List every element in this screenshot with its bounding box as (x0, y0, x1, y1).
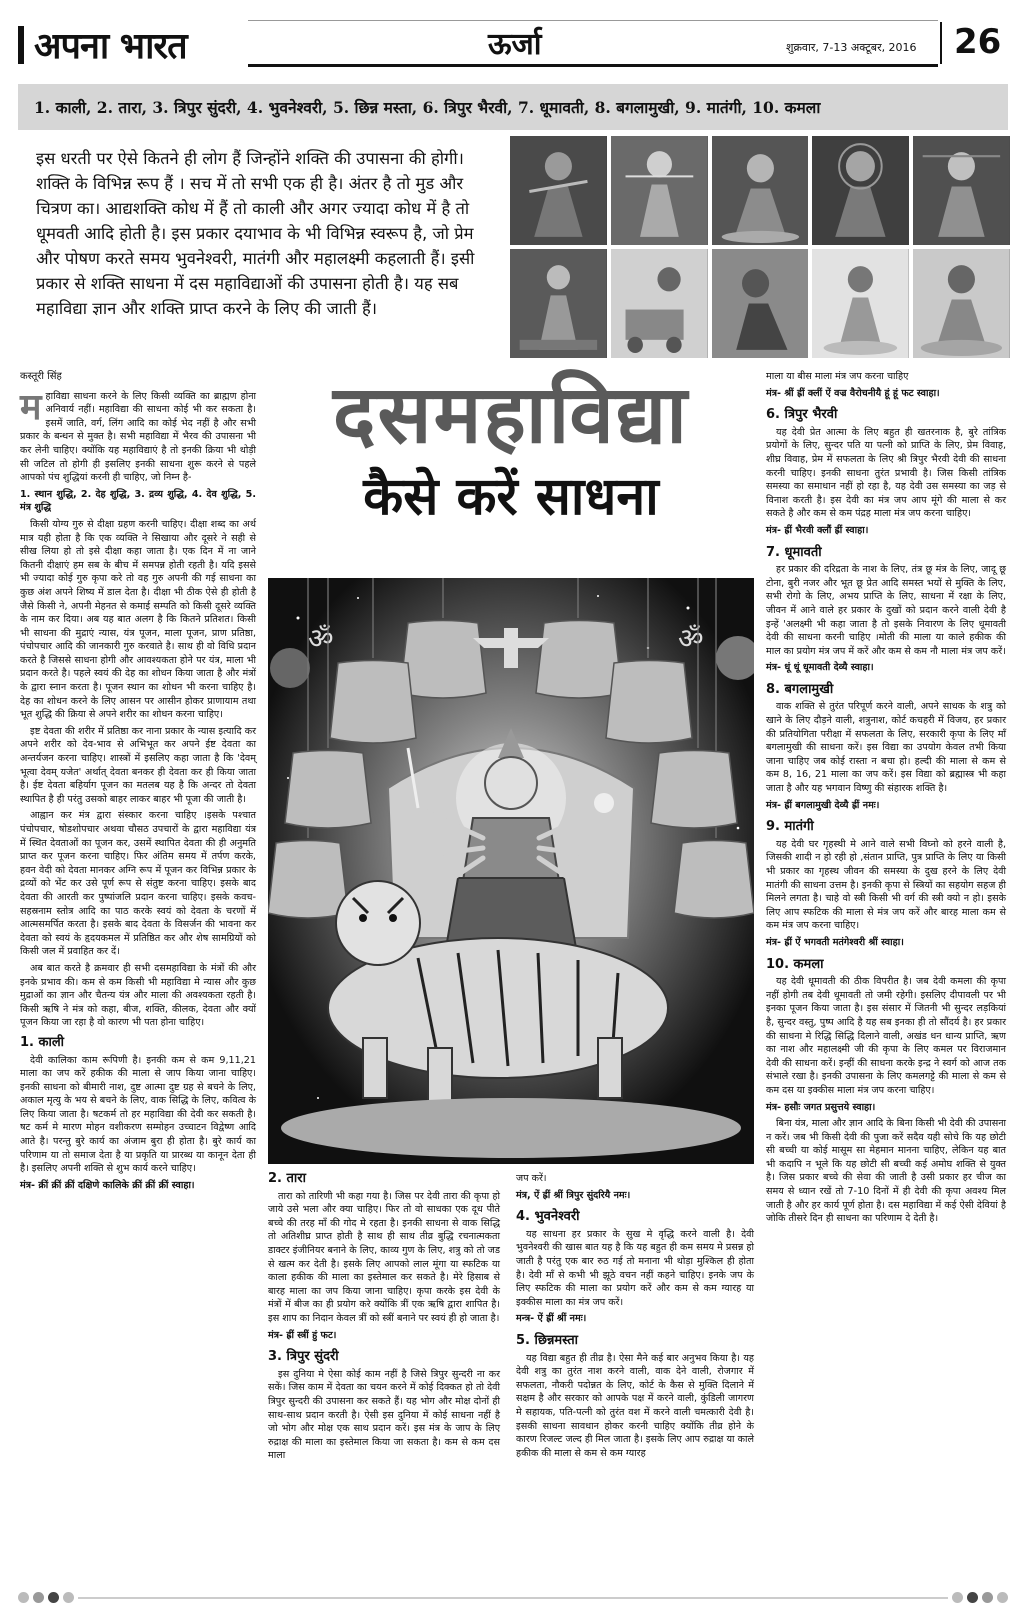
paragraph: जप करें। (516, 1173, 547, 1184)
heading-tripura-bhairavi: 6. त्रिपुर भैरवी (766, 407, 838, 423)
paragraph (20, 385, 256, 485)
footer-dot (967, 1592, 978, 1603)
goddess-photo-baglamukhi (712, 249, 809, 358)
mantra-chhinnamasta: मंत्र- श्रीं ह्रीं क्लीं ऐं वज्र वैरोचनीयै हूं हूं फट स्वाहा। (766, 387, 940, 399)
intro-paragraph: इस धरती पर ऐसे कितने ही लोग हैं जिन्होंने शक्ति की उपासना की होगी। शक्ति के विभिन्न रूप हैं । सच में तो सभी एक ही है। अंतर है तो मुड और चित्रण का। आद्यशक्ति कोध में हैं तो काली और अगर ज्यादा कोध में है तो धूमवती आदि होती है। इस प्रकार दयाभाव के भी विभिन्न स्वरूप है, जो प्रेम और पोषण करते समय भुवनेश्वरी, मातंगी और महालक्ष्मी कहलाती हैं। इसी प्रकार से शक्ति साधना में दस महाविद्याओं की उपासना होती है। यह सब महाविद्या ज्ञान और शक्ति प्राप्त करने के लिए की जाती हैं। (36, 149, 475, 318)
heading-baglamukhi: 8. बगलामुखी (766, 681, 834, 697)
paragraph: बिना यंत्र, माला और ज्ञान आदि के बिना किसी भी देवी की उपासना न करें। जब भी किसी देवी की पुजा करें सदैव यही सोचे कि यह छोटी सी बच्ची या कोई मासूम सा मेहमान मानना चाहिए, लेकिन यह बात भी कदापि न भूले कि यह छोटी सी बच्ची कई अमोघ शक्ति से युक्त है। जिस प्रकार बच्चे की सेवा की जाती है उसी प्रकार हर चीज का समय से ध्यान रखें तो 7-10 दिनों में ही देवी की कृपा अवश्य मिल जाती है और हर कार्य पूर्ण होता है। दस महाविद्या में कई ऐसी देवियां है जोकि तीसरे दिन ही साधना का परिणाम दे देती है। (766, 1118, 1007, 1225)
heading-kamala: 10. कमला (766, 956, 824, 972)
footer-dot (63, 1592, 74, 1603)
goddess-photo-tara (611, 136, 708, 245)
topic-strip (18, 84, 1008, 130)
paragraph: इस दुनिया मे ऐसा कोई काम नहीं है जिसे त्रिपुर सुन्दरी ना कर सकें। जिस काम में देवता का चयन करने में कोई दिक्कत हो तो देवी त्रिपुर सुन्दरी की उपासना कर सकते हैं। यह भोग और मोक्ष दोनों ही साथ-साथ प्रदान करती है। ऐसी इस दुनिया में कोई साधना नहीं है जो भोग और मोक्ष एक साथ प्रदान करें। इस मंत्र के जाप के लिए रुद्राक्ष की माला का इस्तेमाल किया जा सकता है। कम से कम दस माला (268, 1368, 500, 1462)
goddess-photo-bhuvaneshwari (812, 136, 909, 245)
heading-tripura-sundari: 3. त्रिपुर सुंदरी (268, 1349, 339, 1365)
paragraph-text: हाविद्या साधना करने के लिए किसी व्यक्ति का ब्राह्मण होना अनिवार्य नहीं। महाविद्या की साधना कोई भी कर सकता है। इसमें जाति, वर्ग, लिंग आदि का कोई भेद नहीं है और सभी प्रकार के बन्धन से मुक्त है। सभी महाविद्या में भैरव की उपासना भी कर लेनी चाहिए। क्योंकि यह महाविद्याएं है तो इनकी क्रिया भी थोड़ी सी जटिल तो होगी ही इसलिए इनकी साधना शुरू करने से पहले आपको पंच शुद्धियां करनी ही चाहिए, जो निम्न है- (20, 390, 256, 484)
footer-dot (997, 1592, 1008, 1603)
headline-title: दसमहाविद्या (333, 367, 689, 461)
heading-kali: 1. काली (20, 1034, 65, 1050)
bottom-right-column (516, 1172, 754, 1463)
paragraph: यह देवी धूमावती की ठीक विपरीत है। जब देवी कमला की कृपा नहीं होगी तब देवी धूमावती तो जमी रहेगी। इसलिए दीपावली पर भी इनका पूजन किया जाता है। इस संसार में जितनी भी सुन्दर लड़कियां है, सुन्दर वस्तु, पुष्प आदि है यह सब इनका ही तो सौंदर्य है। हर प्रकार की साधना मे रिद्धि सिद्धि दिलाने वाली, अखंड धन धान्य प्राप्ति, ऋण का नाश और महालक्ष्मी जी की कृपा के लिए कमल पर विराजमान देवी की साधना करें। इन्हीं की साधना करके इन्द्र ने स्वर्ग को आज तक संभाले रखा है। इनकी उपासना के लिए कमलगट्टे की माला से कम से कम दस या इक्कीस माला मंत्र जप करना चाहिए। (766, 976, 1006, 1096)
goddess-photo-kamala (913, 249, 1010, 358)
headline (268, 366, 754, 532)
mantra-baglamukhi: मंत्र- ह्रीं बगलामुखी देव्यै ह्रीं नमः। (766, 799, 880, 811)
headline-subtitle: कैसे करें साधना (363, 466, 659, 527)
page-number-separator (940, 22, 942, 64)
paragraph: यह विद्या बहुत ही तीव्र है। ऐसा मैने कई बार अनुभव किया है। यह देवी शत्रु का तुरंत नाश करने वाली, वाक देने वाली, रोजगार में सफलता, नौकरी पदोन्नत के लिए, कोर्ट के कैस से मुक्ति दिलाने में सक्षम है और सरकार को आपके पक्ष में करने वाली, कुंडिली जागरण मे सहायक, पति-पत्नी को तुरंत वश में करने वाली चमत्कारी देवी है। इसकी साधना सावधान होकर करनी चाहिए क्योंकि तीव्र होने के कारण रिजल्ट जल्द ही मिल जाता है। इसके लिए आप रुद्राक्ष या काले हकीक की माला से कम से कम ग्यारह (516, 1352, 754, 1459)
heading-dhumavati: 7. धूमावती (766, 544, 822, 560)
goddess-photo-matangi (812, 249, 909, 358)
paragraph: आह्वान कर मंत्र द्वारा संस्कार करना चाहिए ।इसके पश्चात पंचोपचार, षोडशोपचार अथवा चौसठ उपचारों के द्वारा महाविद्या यंत्र में स्थित देवताओं का पूजन कर, उसमें स्थापित देवता की ही अनुमति प्राप्त कर पूजन करना चाहिए। फिर अंतिम समय में तर्पण करके, हवन वेदी को देवता मानकर अग्नि रूप में पूजन कर विभिन्न प्रकार के द्रव्यों को भेंट कर उसे पूर्ण रूप से संतुष्ट करना चाहिए। इसके बाद देवता की आरती कर पुष्पांजलि प्रदान करना चाहिए। इसके कवच-सहस्रनाम स्तोत्र आदि का पाठ करके स्वयं को देवता के चरणों में आत्मसमर्पित करता है। इसके बाद देवता के विसर्जन की भावना कर देवता को स्वयं के हृदयकमल में प्रतिष्ठित कर और शेष सामग्रियों को किसी जल में प्रवाहित कर दें। (20, 810, 256, 958)
paragraph: यह देवी घर गृहस्थी मे आने वाले सभी विघ्नो को हरने वाली है, जिसकी शादी न हो रही हो ,संतान प्राप्ति, पुत्र प्राप्ति के लिए या किसी भी प्रकार का गृहस्थ जीवन की समस्या के दुख हरने के लिए देवी मातंगी की साधना उत्तम है। इनकी कृपा से स्त्रियों का सहयोग सहज ही मिलने लगता है। चाहे वो स्त्री किसी भी वर्ग की स्त्री क्यो न हो। इसके लिए आप स्फटिक की माला से मंत्र जप करें और बारह माला कम से कम मंत्र जप करना चाहिए। (766, 838, 1006, 932)
author-byline: कस्तूरी सिंह (20, 371, 62, 382)
right-column (766, 370, 1006, 1229)
dropcap: म (20, 385, 42, 428)
footer-rule (78, 1597, 948, 1599)
mantra-bhuvaneshwari: मन्त्र- ऐं ह्रीं श्रीं नमः। (516, 1313, 587, 1325)
paragraph: माला या बीस माला मंत्र जप करना चाहिए (766, 371, 909, 382)
paragraph: इष्ट देवता की शरीर में प्रतिष्ठा कर नाना प्रकार के न्यास इत्यादि कर अपने शरीर को देव-भाव से अभिभूत कर अपने ईष्ट देवता का अन्तर्यजन करना चाहिए। शास्त्रों में इसलिए कहा जाता है कि 'देवम् भूत्वा देवम् यजेत' अर्थात् देवता बनकर ही देवता कर ही किया जाता है। ईष्ट देवता बहिर्याग पूजन का मतलब यह है कि अन्दर तो देवता स्थापित है ही परंतु उसको बाहर लाकर बाहर भी पूजा की जाती है। (20, 725, 256, 805)
topic-strip-text: 1. काली, 2. तारा, 3. त्रिपुर सुंदरी, 4. भुवनेश्वरी, 5. छिन्न मस्ता, 6. त्रिपुर भैरवी, 7. धूमावती, 8. बगलामुखी, 9. मातंगी, 10. कमला (34, 98, 821, 117)
paragraph: वाक शक्ति से तुरंत परिपूर्ण करने वाली, अपने साधक के शत्रु को खाने के लिए दौड़ने वाली, शत्रुनाश, कोर्ट कचहरी में विजय, हर प्रकार की प्रतियोगिता परीक्षा में सफलता के लिए, सरकारी कृपा के लिए माँ बगलामुखी की साधना करें। इस विद्या का उपयोग केवल तभी किया जाना चाहिए जब कोई रास्ता न बचा हो। हल्दी की माला से कम से कम 8, 16, 21 माला का जप करें। इस विद्या को ब्रह्मास्त्र भी कहा जाता है और यह भगवान विष्णु की संहारक शक्ति है। (766, 701, 1006, 795)
masthead (18, 18, 1008, 70)
heading-matangi: 9. मातंगी (766, 819, 814, 835)
left-column (20, 370, 256, 1200)
heading-bhuvaneshwari: 4. भुवनेश्वरी (516, 1209, 580, 1225)
bottom-middle-column (268, 1172, 500, 1466)
mantra-tripura-sundari: मंत्र, ऐं ह्रीं श्रीं त्रिपुर सुंदरियै नमः। (516, 1189, 631, 1201)
issue-date: शुक्रवार, 7-13 अक्टूबर, 2016 (786, 41, 917, 54)
masthead-bar (18, 26, 24, 64)
paragraph: यह साधना हर प्रकार के सुख मे वृद्धि करने वाली है। देवी भुवनेश्वरी की खास बात यह है कि यह बहुत ही कम समय मे प्रसन्न हो जाती है परंतु एक बार रुठ गई तो मनाना भी थोड़ा मुश्किल ही होता है। देवी माँ से कभी भी झूठे वचन नहीं कहने चाहिए। इनके जप के लिए स्फटिक की माला का प्रयोग करें और कम से कम ग्यारह या इक्कीस माला का मंत्र जप करें। (516, 1228, 754, 1308)
goddess-durga-image (268, 578, 754, 1164)
photo-grid (510, 136, 1010, 358)
mantra-tara: मंत्र- ह्रीं स्त्रीं हुं फट। (268, 1329, 337, 1341)
shuddhi-list: 1. स्थान शुद्धि, 2. देह शुद्धि, 3. द्रव्य शुद्धि, 4. देव शुद्धि, 5. मंत्र शुद्धि (20, 488, 256, 514)
paragraph: किसी योग्य गुरु से दीक्षा ग्रहण करनी चाहिए। दीक्षा शब्द का अर्थ मात्र यही होता है कि एक व्यक्ति ने सिखाया और दूसरे ने सही से सीख लिया हो तो इसे दीक्षा कहा जाता है। एक दिन में ना जाने कितनी दीक्षाएं हम सब के बीच में समपन्न होती रहती है। यदि इससे भी ज्यादा कोई गुरु कृपा करे तो वह गुरु अपनी की गई साधना का कुछ अंश अपने शिष्य में डाल देता है। दीक्षा भी ठीक ऐसे ही होती है जैसे किसी ने, अपनी मेहनत से कमाई सम्पति को किसी दूसरे व्यक्ति के नाम कर दिया। अब यह बात अलग है कि कितने प्रतिशत। किसी भी साधना की मुद्राएं न्यास, यंत्र पूजन, माला पूजन, प्राण प्रतिष्ठा, पंचोपचार आदि की जानकारी गुरु करवाते है। साथ ही वो विधि प्रदान करते है जिससे साधना होगी और आवश्यकता होने पर यंत्र, माला भी प्रदान करते है। पहले स्वयं की देह का शोधन किया जाता है और मंत्रों के द्वारा स्नान करता है। पूजन स्थान का शोधन भी करना चाहिए है। देह का शोधन करने के लिए आसन पर आसीन होकर प्राणायाम तथा भूत शुद्धि की क्रिया से अपने शरीर का शोधन करना चाहिए। (20, 518, 256, 721)
mantra-kamala: मंत्र- हसौः जगत प्रसुत्तये स्वाहा। (766, 1101, 876, 1113)
masthead-rule-top (248, 20, 938, 21)
mantra-kali: मंत्र- क्रीं क्रीं क्रीं दक्षिणे कालिके क्रीं क्रीं क्रीं स्वाहा। (20, 1179, 195, 1191)
heading-chhinnamasta: 5. छिन्नमस्ता (516, 1332, 579, 1348)
goddess-photo-tripura-sundari (712, 136, 809, 245)
paragraph: देवी कालिका काम रूपिणी है। इनकी कम से कम 9,11,21 माला का जप करें हकीक की माला से जाप किया जाना चाहिए। इनकी साधना को बीमारी नाश, दुष्ट आत्मा दुष्ट ग्रह से बचने के लिए, अकाल मृत्यु के भय से बचने के लिए, वाक सिद्धि के लिए, कवित्व के लिए किया जाता है। षटकर्म तो हर महाविद्या की देवी कर सकती है। षट कर्म मे मारण मोहन वशीकरण सम्मोहन उच्चाटन विद्वेष्ण आदि आते है। परन्तु बुरे कार्य का अंजाम बुरा ही होता है। बुरे कार्य का परिणाम या तो समाज देता है या प्रकृति या प्रारब्ध या कानून देता ही है। इसलिए अपनी शक्ति से शुभ कार्य करने चाहिए। (20, 1054, 256, 1175)
footer-dot (952, 1592, 963, 1603)
goddess-photo-kali (510, 136, 607, 245)
svg-text:ॐ: ॐ (678, 622, 704, 655)
section-title: ऊर्जा (488, 27, 542, 62)
goddess-photo-dhumavati (611, 249, 708, 358)
goddess-photo-chhinnamasta (913, 136, 1010, 245)
footer-dot (48, 1592, 59, 1603)
paragraph: यह देवी प्रेत आत्मा के लिए बहुत ही खतरनाक है, बुरे तांत्रिक प्रयोगों के लिए, सुन्दर पति या पत्नी को प्राप्ति के लिए, प्रेम विवाह, शीघ्र विवाह, प्रेम में सफलता के लिए श्री त्रिपुर भैरवी देवी की साधना करनी चाहिए। इनकी साधना तुरंत प्रभावी है। जिस किसी तांत्रिक समस्या का समाधान नहीं हो रहा है, यह देवी उस समस्या का जड़ से विनाश करती है। इस देवी का मंत्र जप आप मूंगे की माला से कर सकते है और कम से कम पंद्रह माला मंत्र जप करना चाहिए। (766, 426, 1006, 520)
footer-dots (18, 1592, 1008, 1604)
paragraph: तारा को तारिणी भी कहा गया है। जिस पर देवी तारा की कृपा हो जाये उसे भला और क्या चाहिए। फिर तो वो साधका एक दूध पीते बच्चे की तरह माँ की गोद मे रहता है। इनकी साधना से वाक सिद्धि तो अतिशीघ्र प्राप्त होती है साथ ही साथ तीव्र बुद्धि रचनात्मकता डाक्टर इंजीनियर बनाने के लिए, काव्य गुण के लिए, शत्रु को तो जड से खत्म कर देती है। इसके लिए आपको लाल मूंगा या स्फटिक या काला हकीक की माला का इस्तेमाल कर सकते है। मेरे हिसाब से बारह माला का जप किया जाना चाहिए। कृपा करके इस देवी के मंत्रों में बीज का ही प्रयोग करे क्योंकि त्रीं एक ऋषि द्वारा शापित है। इस शाप का निदान केवल त्रीं को स्त्रीं बनाने पर स्वयं ही हो जाता है। (268, 1190, 500, 1324)
mantra-bhairavi: मंत्र- ह्रीं भैरवी क्लौं ह्रीं स्वाहा। (766, 524, 869, 536)
mantra-matangi: मंत्र- ह्रीं ऐं भगवती मतंगेश्वरी श्रीं स्वाहा। (766, 936, 904, 948)
newspaper-logo: अपना भारत (34, 25, 187, 67)
page-number: 26 (954, 22, 1002, 62)
footer-dot (18, 1592, 29, 1603)
paragraph: अब बात करते है क्रमवार ही सभी दसमहाविद्या के मंत्रों की और इनके प्रभाव की। कम से कम किसी भी महाविद्या मे न्यास और कुछ मुद्राओं का ज्ञान और चैतन्य यंत्र और माला की अवश्यकता रहती है। किसी ऋषि ने मंत्र को कहा, बीज, शक्ति, कीलक, देवता और क्यों पूजन किया जा रहा है वो कारण भी पता होना चाहिए। (20, 962, 256, 1029)
paragraph: हर प्रकार की दरिद्रता के नाश के लिए, तंत्र छू मंत्र के लिए, जादू छू टोना, बुरी नजर और भूत छू प्रेत आदि समस्त भयों से मुक्ति के लिए, सभी रोगो के लिए, अभय प्राप्ति के लिए, साधना में रक्षा के लिए, जीवन में आने वाले हर प्रकार के दुखों को प्रदान करने वाली देवी है इन्हें 'अलक्ष्मी भी कहा जाता है तो इसके निवारण के लिए धूमावती देवी की साधना करनी चाहिए ।मोती की माला या काले हकीक की माल का प्रयोग मंत्र जप में करें और कम से कम नौ माला मंत्र जप करें। (766, 564, 1006, 657)
svg-text:ॐ: ॐ (308, 622, 334, 655)
goddess-photo-bhairavi (510, 249, 607, 358)
masthead-rule-bottom (248, 64, 938, 67)
footer-dot (982, 1592, 993, 1603)
mantra-dhumavati: मंत्र- धूं धूं धूमावती देव्यै स्वाहा। (766, 662, 874, 674)
footer-dot (33, 1592, 44, 1603)
heading-tara: 2. तारा (268, 1171, 306, 1186)
